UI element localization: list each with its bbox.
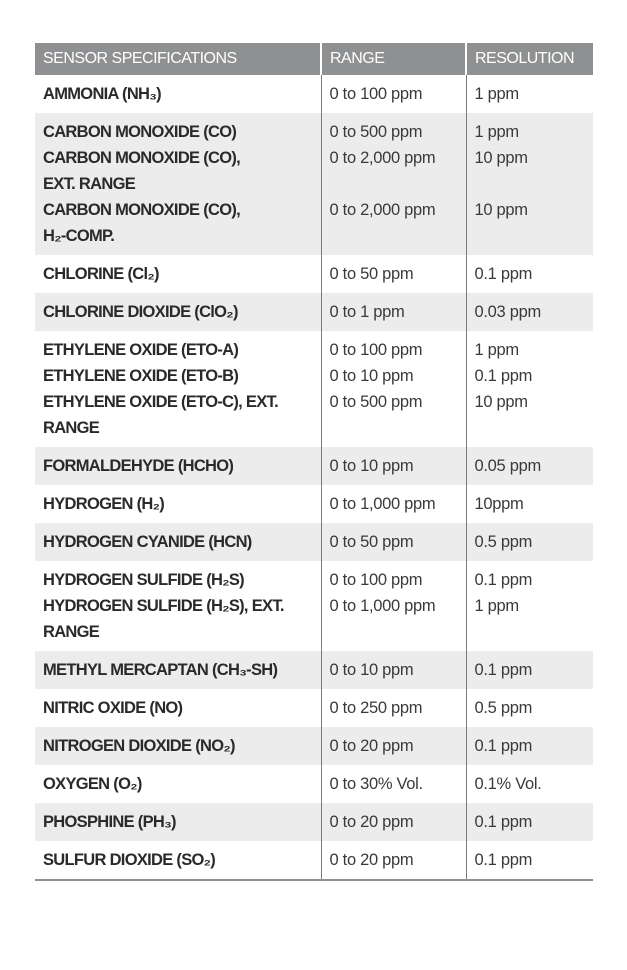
sensor-name-cell	[35, 293, 321, 331]
table-row	[35, 331, 593, 447]
resolution-value: 10ppm	[474, 495, 524, 513]
range-cell	[321, 803, 466, 841]
resolution-value: 0.5 ppm	[474, 533, 533, 551]
resolution-value: 10 ppm	[474, 201, 528, 219]
resolution-value: 1 ppm	[474, 597, 519, 615]
resolution-cell	[466, 293, 593, 331]
range-value: 0 to 30% Vol.	[329, 775, 423, 793]
range-value: 0 to 20 ppm	[329, 813, 414, 831]
resolution-value: 1 ppm	[474, 85, 519, 103]
range-value: 0 to 20 ppm	[329, 737, 414, 755]
range-cell	[321, 727, 466, 765]
sensor-name: HYDROGEN CYANIDE (HCN)	[43, 533, 252, 551]
range-cell	[321, 561, 466, 651]
resolution-cell	[466, 485, 593, 523]
table-row	[35, 651, 593, 689]
table-row	[35, 689, 593, 727]
sensor-name: CARBON MONOXIDE (CO)	[43, 123, 237, 141]
sensor-name-cell	[35, 113, 321, 255]
table-row	[35, 75, 593, 113]
range-value: 0 to 1 ppm	[329, 303, 405, 321]
range-value: 0 to 10 ppm	[329, 367, 414, 385]
resolution-cell	[466, 765, 593, 803]
resolution-value: 1 ppm	[474, 123, 519, 141]
range-cell	[321, 485, 466, 523]
sensor-name-cell	[35, 841, 321, 880]
table-body	[35, 75, 593, 880]
table-row	[35, 113, 593, 255]
resolution-cell	[466, 447, 593, 485]
sensor-name: CARBON MONOXIDE (CO), EXT. RANGE	[43, 149, 241, 193]
range-value: 0 to 2,000 ppm	[329, 201, 436, 219]
resolution-cell	[466, 561, 593, 651]
resolution-value: 10 ppm	[474, 149, 528, 167]
table-row	[35, 765, 593, 803]
resolution-cell	[466, 113, 593, 255]
range-value: 0 to 100 ppm	[329, 341, 423, 359]
table-row	[35, 255, 593, 293]
table-row	[35, 293, 593, 331]
sensor-name-cell	[35, 75, 321, 113]
table-row	[35, 447, 593, 485]
resolution-value: 0.05 ppm	[474, 457, 541, 475]
range-value: 0 to 100 ppm	[329, 571, 423, 589]
resolution-value: 0.1% Vol.	[474, 775, 542, 793]
resolution-value: 10 ppm	[474, 393, 528, 411]
range-cell	[321, 447, 466, 485]
range-value: 0 to 1,000 ppm	[329, 597, 436, 615]
range-cell	[321, 765, 466, 803]
resolution-cell	[466, 841, 593, 880]
resolution-cell	[466, 727, 593, 765]
table-row	[35, 561, 593, 651]
resolution-cell	[466, 255, 593, 293]
sensor-spec-table	[35, 43, 593, 881]
range-cell	[321, 841, 466, 880]
resolution-cell	[466, 803, 593, 841]
table-header	[35, 43, 593, 75]
resolution-value: 0.1 ppm	[474, 813, 533, 831]
sensor-name: PHOSPHINE (PH₃)	[43, 813, 176, 831]
sensor-name-cell	[35, 765, 321, 803]
sensor-name: CARBON MONOXIDE (CO), H₂-COMP.	[43, 201, 241, 245]
range-cell	[321, 689, 466, 727]
table-row	[35, 485, 593, 523]
header-sensor-specifications: SENSOR SPECIFICATIONS	[35, 43, 321, 75]
resolution-value: 0.1 ppm	[474, 367, 533, 385]
resolution-value: 1 ppm	[474, 341, 519, 359]
sensor-name: SULFUR DIOXIDE (SO₂)	[43, 851, 216, 869]
range-cell	[321, 75, 466, 113]
sensor-name: METHYL MERCAPTAN (CH₃-SH)	[43, 661, 278, 679]
sensor-name-cell	[35, 727, 321, 765]
range-value: 0 to 100 ppm	[329, 85, 423, 103]
sensor-name: NITRIC OXIDE (NO)	[43, 699, 183, 717]
header-row	[35, 43, 593, 75]
range-value	[330, 171, 458, 197]
sensor-name-cell	[35, 803, 321, 841]
range-cell	[321, 113, 466, 255]
table-row	[35, 841, 593, 880]
header-resolution: RESOLUTION	[466, 43, 593, 75]
resolution-value	[475, 171, 586, 197]
range-value: 0 to 2,000 ppm	[329, 149, 436, 167]
range-value: 0 to 250 ppm	[329, 699, 423, 717]
sensor-name: ETHYLENE OXIDE (ETO-B)	[43, 367, 239, 385]
resolution-cell	[466, 523, 593, 561]
range-cell	[321, 331, 466, 447]
range-cell	[321, 255, 466, 293]
sensor-name-cell	[35, 255, 321, 293]
sensor-name: NITROGEN DIOXIDE (NO₂)	[43, 737, 235, 755]
sensor-name-cell	[35, 523, 321, 561]
resolution-cell	[466, 651, 593, 689]
range-value: 0 to 1,000 ppm	[329, 495, 436, 513]
table-row	[35, 727, 593, 765]
resolution-value: 0.03 ppm	[474, 303, 541, 321]
sensor-name: HYDROGEN (H₂)	[43, 495, 165, 513]
sensor-name: AMMONIA (NH₃)	[43, 85, 161, 103]
resolution-cell	[466, 75, 593, 113]
sensor-name: ETHYLENE OXIDE (ETO-C), EXT. RANGE	[43, 393, 278, 437]
sensor-name: OXYGEN (O₂)	[43, 775, 142, 793]
range-value: 0 to 50 ppm	[329, 265, 414, 283]
sensor-name-cell	[35, 331, 321, 447]
sensor-name-cell	[35, 447, 321, 485]
resolution-value: 0.1 ppm	[474, 265, 533, 283]
header-range: RANGE	[321, 43, 466, 75]
sensor-name-cell	[35, 561, 321, 651]
resolution-cell	[466, 331, 593, 447]
range-value: 0 to 50 ppm	[329, 533, 414, 551]
sensor-name: HYDROGEN SULFIDE (H₂S), EXT. RANGE	[43, 597, 284, 641]
resolution-value: 0.1 ppm	[474, 737, 533, 755]
sensor-name: FORMALDEHYDE (HCHO)	[43, 457, 234, 475]
sensor-name: HYDROGEN SULFIDE (H₂S)	[43, 571, 244, 589]
range-cell	[321, 651, 466, 689]
table-row	[35, 803, 593, 841]
sensor-name: CHLORINE (Cl₂)	[43, 265, 159, 283]
resolution-cell	[466, 689, 593, 727]
range-value: 0 to 500 ppm	[329, 393, 423, 411]
sensor-name-cell	[35, 689, 321, 727]
resolution-value: 0.5 ppm	[474, 699, 533, 717]
range-value: 0 to 20 ppm	[329, 851, 414, 869]
resolution-value: 0.1 ppm	[474, 571, 533, 589]
range-value: 0 to 10 ppm	[329, 661, 414, 679]
resolution-value: 0.1 ppm	[474, 851, 533, 869]
sensor-name: CHLORINE DIOXIDE (ClO₂)	[43, 303, 238, 321]
resolution-value: 0.1 ppm	[474, 661, 533, 679]
range-cell	[321, 523, 466, 561]
range-cell	[321, 293, 466, 331]
sensor-name-cell	[35, 485, 321, 523]
range-value: 0 to 10 ppm	[329, 457, 414, 475]
sensor-name: ETHYLENE OXIDE (ETO-A)	[43, 341, 239, 359]
sensor-name-cell	[35, 651, 321, 689]
table-row	[35, 523, 593, 561]
range-value: 0 to 500 ppm	[329, 123, 423, 141]
